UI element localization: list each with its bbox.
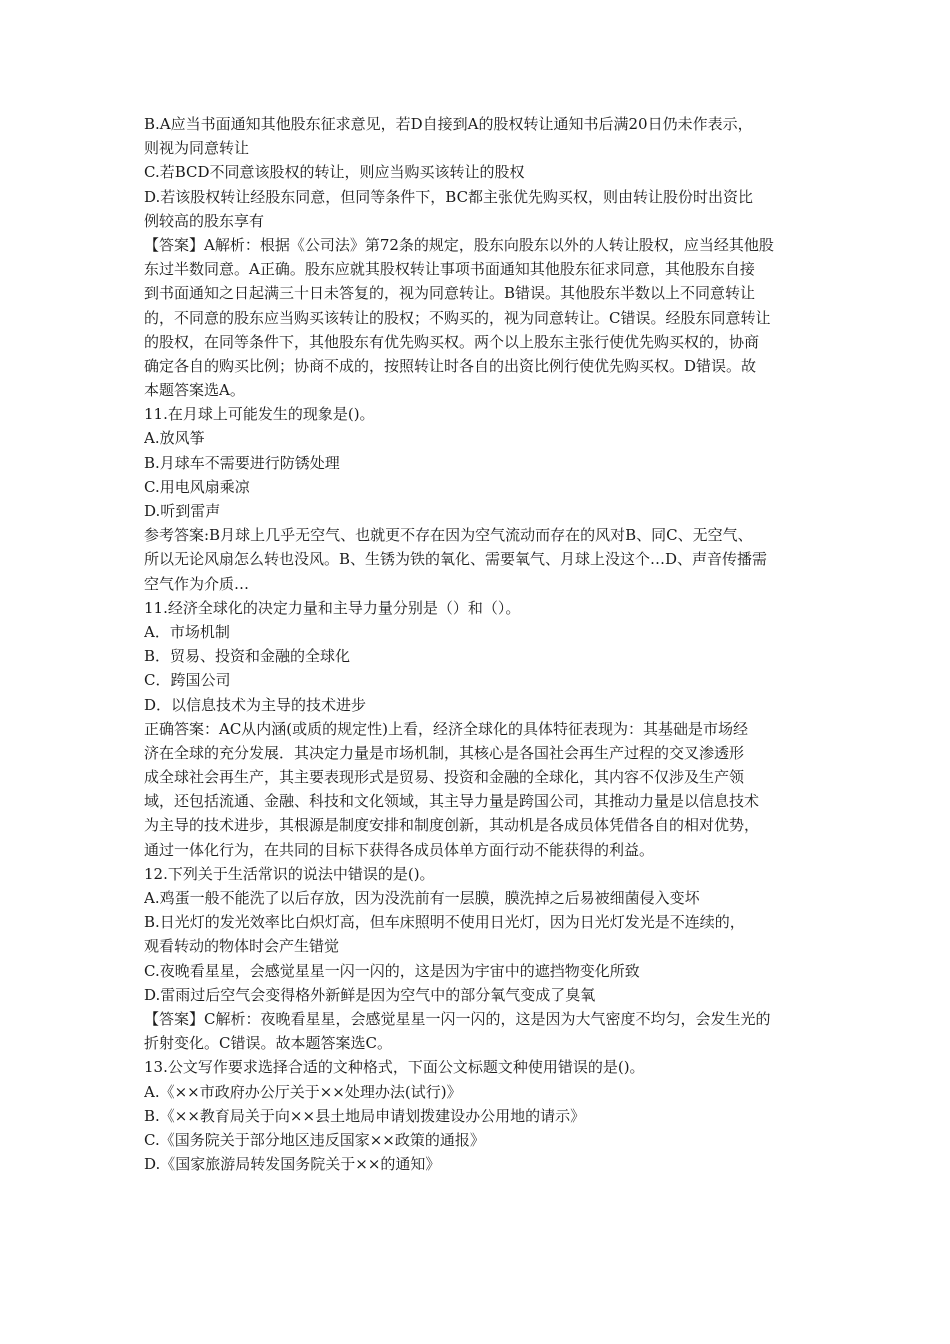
- text-line: C.用电风扇乘凉: [144, 477, 250, 496]
- text-line: 确定各自的购买比例；协商不成的，按照转让时各自的出资比例行使优先购买权。D错误。故: [144, 356, 757, 375]
- text-line: B.《××教育局关于向××县土地局申请划拨建设办公用地的请示》: [144, 1106, 586, 1125]
- text-line: 折射变化。C错误。故本题答案选C。: [144, 1034, 392, 1053]
- text-line: C．跨国公司: [144, 671, 231, 690]
- text-line: 例较高的股东享有: [144, 211, 265, 230]
- text-line: C.若BCD不同意该股权的转让，则应当购买该转让的股权: [144, 163, 525, 182]
- text-line: 11.在月球上可能发生的现象是()。: [144, 405, 375, 424]
- text-line: 观看转动的物体时会产生错觉: [144, 937, 340, 956]
- text-line: 东过半数同意。A正确。股东应就其股权转让事项书面通知其他股东征求同意，其他股东自接: [144, 260, 755, 279]
- text-line: 通过一体化行为，在共同的目标下获得各成员体单方面行动不能获得的利益。: [144, 840, 655, 859]
- text-line: 13.公文写作要求选择合适的文种格式，下面公文标题文种使用错误的是()。: [144, 1058, 645, 1077]
- text-line: 为主导的技术进步，其根源是制度安排和制度创新，其动机是各成员体凭借各自的相对优势，: [144, 816, 760, 835]
- text-line: 【答案】A解析：根据《公司法》第72条的规定，股东向股东以外的人转让股权，应当经其他股: [144, 235, 774, 254]
- text-line: 成全球社会再生产，其主要表现形式是贸易、投资和金融的全球化，其内容不仅涉及生产领: [144, 768, 745, 787]
- text-line: 11.经济全球化的决定力量和主导力量分别是（）和（）。: [144, 598, 521, 617]
- text-line: 12.下列关于生活常识的说法中错误的是()。: [144, 864, 435, 883]
- text-line: 济在全球的充分发展．其决定力量是市场机制，其核心是各国社会再生产过程的交叉渗透形: [144, 743, 745, 762]
- text-line: 则视为同意转让: [144, 139, 250, 158]
- text-line: D．以信息技术为主导的技术进步: [144, 695, 367, 714]
- text-line: C.《国务院关于部分地区违反国家××政策的通报》: [144, 1130, 485, 1149]
- text-line: 的，不同意的股东应当购买该转让的股权；不购买的，视为同意转让。C错误。经股东同意转让: [144, 308, 771, 327]
- text-line: 的股权，在同等条件下，其他股东有优先购买权。两个以上股东主张行使优先购买权的，协商: [144, 332, 760, 351]
- text-line: D.听到雷声: [144, 502, 221, 520]
- text-line: A.放风筝: [144, 429, 205, 448]
- text-line: 所以无论风扇怎么转也没风。B、生锈为铁的氧化、需要氧气、月球上没这个…D、声音传播需: [144, 550, 768, 569]
- text-line: 参考答案:B月球上几乎无空气、也就更不存在因为空气流动而存在的风对B、同C、无空气、: [144, 526, 753, 545]
- text-line: A.《××市政府办公厅关于××处理办法(试行)》: [144, 1082, 462, 1101]
- text-line: 空气作为介质…: [144, 574, 250, 593]
- text-line: A．市场机制: [144, 622, 230, 641]
- text-line: D.《国家旅游局转发国务院关于××的通知》: [144, 1155, 441, 1174]
- text-line: B.月球车不需要进行防锈处理: [144, 453, 340, 472]
- text-line: C.夜晚看星星，会感觉星星一闪一闪的，这是因为宇宙中的遮挡物变化所致: [144, 961, 640, 980]
- text-line: D.若该股权转让经股东同意，但同等条件下，BC都主张优先购买权，则由转让股份时出资比: [144, 187, 754, 206]
- text-line: 到书面通知之日起满三十日未答复的，视为同意转让。B错误。其他股东半数以上不同意转让: [144, 284, 756, 303]
- text-line: 本题答案选A。: [144, 381, 245, 400]
- text-line: B.A应当书面通知其他股东征求意见，若D自接到A的股权转让通知书后满20日仍未作表示，: [144, 115, 753, 133]
- text-line: A.鸡蛋一般不能洗了以后存放，因为没洗前有一层膜，膜洗掉之后易被细菌侵入变坏: [144, 889, 700, 907]
- text-line: B．贸易、投资和金融的全球化: [144, 647, 351, 666]
- text-line: 域，还包括流通、金融、科技和文化领域，其主导力量是跨国公司，其推动力量是以信息技术: [144, 792, 760, 811]
- text-line: D.雷雨过后空气会变得格外新鲜是因为空气中的部分氧气变成了臭氧: [144, 985, 596, 1004]
- text-line: B.日光灯的发光效率比白炽灯高，但车床照明不使用日光灯，因为日光灯发光是不连续的，: [144, 913, 745, 932]
- text-line: 正确答案：AC从内涵(或质的规定性)上看，经济全球化的具体特征表现为：其基础是市场经: [144, 719, 749, 738]
- document-body: [144, 112, 824, 1176]
- text-line: 【答案】C解析：夜晚看星星，会感觉星星一闪一闪的，这是因为大气密度不均匀，会发生光的: [144, 1009, 771, 1028]
